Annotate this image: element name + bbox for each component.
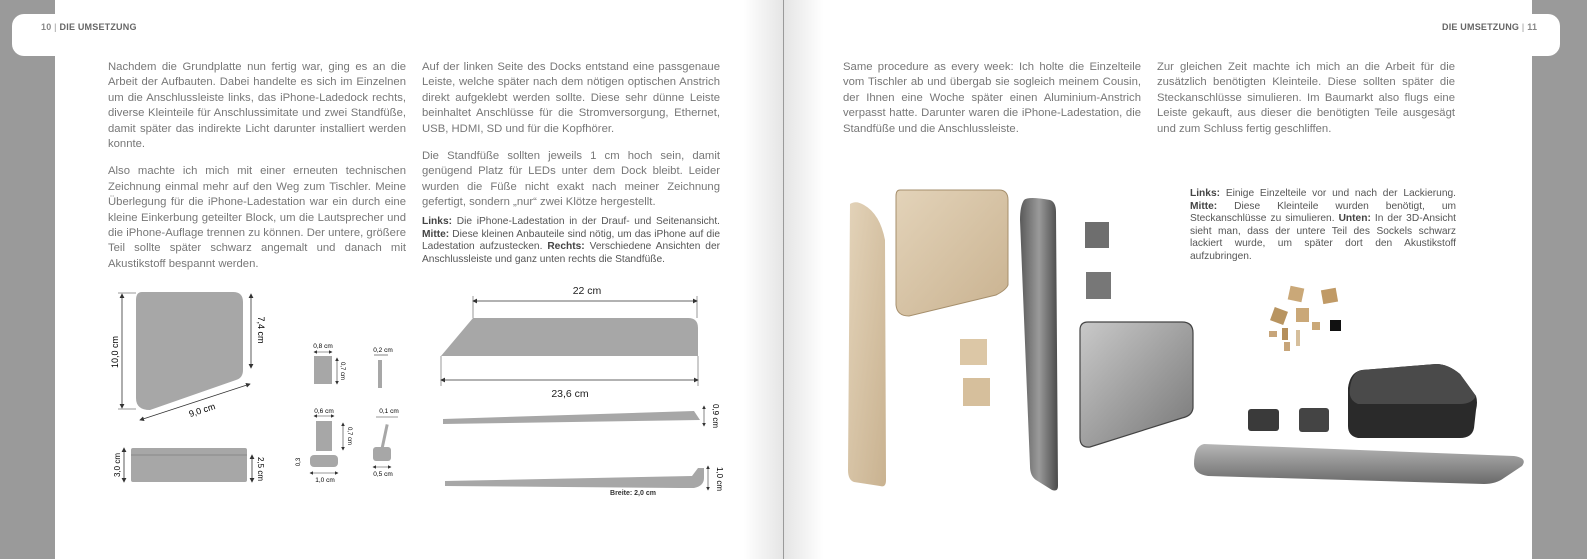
small-part-b	[378, 360, 382, 388]
small-part-c	[316, 421, 332, 451]
paragraph: Also machte ich mich mit einer erneuten technischen Zeichnung einmal mehr auf den Weg zum Tischler. Meine Überlegung für die iPhone-Ladestation war ein durch eine kleine Einkerbung geteilter Block, um die Lautsprecher und die iPhone-Auflage trennen zu können. Der untere, größere Teil sollte später schwarz angemalt und danach mit Akustikstoff bespannt werden.	[108, 165, 406, 270]
photo-foot	[1299, 408, 1329, 432]
right-page-number: 11	[1527, 22, 1538, 32]
dim-a-h: 0,7 cm	[339, 361, 345, 381]
caption-text: In der 3D-Ansicht sieht man, dass der untere Teil des Sockels schwarz lackiert wurde, um später dort den Akustikstoff aufzubringen.	[1190, 213, 1456, 262]
dim-c-h: 0,7 cm	[346, 426, 352, 446]
technical-drawings	[0, 0, 783, 559]
right-section-title: DIE UMSETZUNG	[1442, 22, 1520, 32]
photo-metal-block	[1086, 272, 1111, 299]
photo-wood-block	[963, 378, 990, 406]
photo-metal-strip-3d	[1194, 444, 1524, 484]
dim-d-base: 0,5 cm	[373, 471, 393, 478]
caption-label: Unten:	[1338, 213, 1371, 225]
dim-a-w: 0,8 cm	[313, 343, 333, 350]
left-header: 10 | DIE UMSETZUNG	[41, 22, 137, 32]
paragraph: Nachdem die Grundplatte nun fertig war, ging es an die Arbeit der Aufbauten. Dabei handelte es sich im Einzelnen um die Anschlussleiste links, das iPhone-Ladedock rechts, diverse Kleinteile für Anschlussimitate und zwei Standfüße, damit später das indirekte Licht darunter installiert werden konnte.	[108, 61, 406, 151]
caption-label: Links:	[1190, 188, 1221, 199]
dim-strip-foot: 1,0 cm	[715, 466, 724, 492]
dim-side-left: 3,0 cm	[113, 452, 122, 478]
small-part-d-base	[373, 447, 391, 461]
dim-dock-diag: 9,0 cm	[187, 401, 217, 420]
paragraph: Same procedure as every week: Ich holte die Einzelteile vom Tischler ab und übergab sie sogleich meinem Cousin, der Ihnen eine Woche später einen Aluminium-Anstrich verpasst hatte. Darunter waren die iPhone-Ladestation, die Standfüße und die Anschlussleiste.	[843, 61, 1141, 135]
caption-label: Mitte:	[1190, 200, 1218, 212]
photo-metal-block	[1085, 222, 1109, 248]
parts-photos	[784, 0, 1532, 559]
dock-side-view	[131, 448, 247, 482]
photo-wood-strip	[848, 202, 886, 486]
dim-strip-top: 22 cm	[572, 285, 602, 297]
dim-b-w: 0,2 cm	[373, 347, 393, 354]
dim-side-right: 2,5 cm	[256, 456, 265, 482]
photo-wood-block	[960, 339, 987, 365]
paragraph: Auf der linken Seite des Docks entstand eine passgenaue Leiste, welche später nach dem nötigen optischen Anstrich direkt aufgeklebt werden sollte. Diese sehr dünne Leiste beinhaltet Anschlüsse für die Stromversorgung, Ethernet, USB, HDMI, SD und für die Kopfhörer.	[422, 61, 720, 135]
dim-strip-full: 23,6 cm	[551, 388, 589, 400]
strip-thin-view	[443, 411, 700, 424]
photo-metal-strip	[1020, 198, 1058, 491]
caption-text: Die iPhone-Ladestation in der Drauf- und Seitenansicht.	[452, 216, 720, 227]
paragraph: Zur gleichen Zeit machte ich mich an die Arbeit für die zusätzlich benötigten Kleinteile. Diese sollten später die Steckanschlüsse simulieren. Im Baumarkt also flugs eine Leiste gekauft, aus dieser die benötigten Teile ausgesägt und zum Schluss fertig geschliffen.	[1157, 61, 1455, 135]
dim-strip-thickness: 0,9 cm	[711, 403, 720, 429]
dim-d-w: 0,1 cm	[379, 408, 399, 415]
left-section-title: DIE UMSETZUNG	[59, 22, 137, 32]
caption-text: Einige Einzelteile vor und nach der Lackierung.	[1220, 188, 1456, 199]
small-part-d	[380, 424, 388, 450]
paragraph: Die Standfüße sollten jeweils 1 cm hoch sein, damit genügend Platz für LEDs unter dem Dock bleibt. Leider wurden die Füße nicht exakt nach meiner Zeichnung gefertigt, sondern „nur“ zwei Klötze hergestellt.	[422, 150, 720, 209]
left-page-number: 10	[41, 22, 52, 32]
dim-c-base: 1,0 cm	[315, 477, 335, 484]
photo-metal-dock-top	[1080, 322, 1193, 447]
caption-label: Mitte:	[422, 228, 450, 240]
caption-label: Links:	[422, 216, 453, 227]
dim-dock-height: 10,0 cm	[110, 335, 120, 369]
photo-wood-plate	[896, 190, 1008, 316]
caption-label: Rechts:	[547, 241, 585, 253]
strip-foot-view	[445, 468, 704, 488]
dim-c-side: 0,3	[296, 457, 302, 467]
caption-text: Diese kleinen Anbauteile sind nötig, um das iPhone auf die Ladestation aufzustecken.	[422, 228, 720, 253]
small-part-a	[314, 356, 332, 384]
strip-side-view	[441, 318, 698, 356]
caption-text: Diese Kleinteile wurden benötigt, um Steckanschlüsse zu simulieren.	[1190, 200, 1456, 225]
photo-foot	[1248, 409, 1279, 431]
right-header: DIE UMSETZUNG | 11	[1442, 22, 1538, 32]
dim-c-w: 0,6 cm	[314, 408, 334, 415]
caption-text: Verschiedene Ansichten der Anschlussleiste und ganz unten rechts die Standfüße.	[422, 241, 721, 265]
photo-small-parts-cluster	[1269, 286, 1341, 351]
dim-dock-right: 7,4 cm	[256, 316, 266, 344]
small-part-c-base	[310, 455, 338, 467]
dim-strip-width: Breite: 2,0 cm	[610, 490, 656, 497]
dock-top-view	[136, 292, 243, 410]
